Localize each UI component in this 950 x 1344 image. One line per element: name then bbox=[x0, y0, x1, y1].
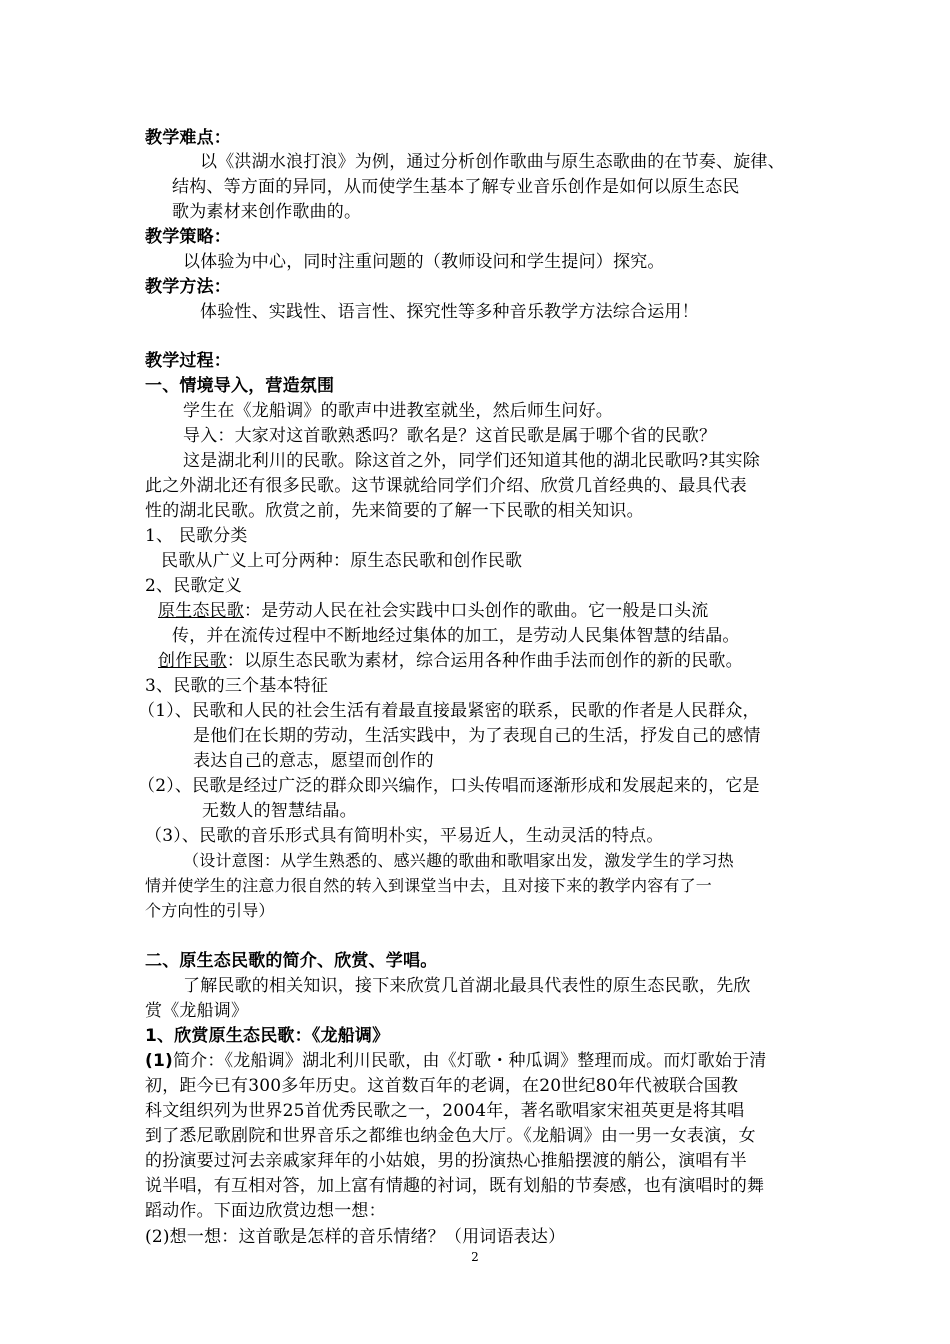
section-heading: 一、情境导入，营造氛围 bbox=[145, 376, 335, 396]
paragraph-line: 此之外湖北还有很多民歌。这节课就给同学们介绍、欣赏几首经典的、最具代表 bbox=[145, 476, 747, 496]
item-number: (1) bbox=[145, 1051, 173, 1071]
paragraph-text: 简介：《龙船调》湖北利川民歌，由《灯歌・种瓜调》整理而成。而灯歌始于清 bbox=[172, 1051, 767, 1071]
paragraph-line: (2)想一想：这首歌是怎样的音乐情绪？（用词语表达） bbox=[145, 1227, 566, 1247]
paragraph-line: 结构、等方面的异同，从而使学生基本了解专业音乐创作是如何以原生态民 bbox=[172, 177, 740, 197]
paragraph-line: 性的湖北民歌。欣赏之前，先来简要的了解一下民歌的相关知识。 bbox=[145, 501, 644, 521]
paragraph-line: 无数人的智慧结晶。 bbox=[202, 801, 357, 821]
term-original-folk-song: 原生态民歌 bbox=[158, 601, 244, 621]
paragraph-line: 体验性、实践性、语言性、探究性等多种音乐教学方法综合运用！ bbox=[200, 302, 699, 322]
design-intent-line: 情并使学生的注意力很自然的转入到课堂当中去，且对接下来的教学内容有了一 bbox=[145, 876, 713, 895]
paragraph-line: 传，并在流传过程中不断地经过集体的加工，是劳动人民集体智慧的结晶。 bbox=[172, 626, 740, 646]
section-heading: 二、原生态民歌的简介、欣赏、学唱。 bbox=[145, 951, 438, 971]
paragraph-line: 到了悉尼歌剧院和世界音乐之都维也纳金色大厅。《龙船调》由一男一女表演，女 bbox=[145, 1126, 756, 1146]
paragraph-line: 表达自己的意志，愿望而创作的 bbox=[193, 751, 434, 771]
paragraph-line: 歌为素材来创作歌曲的。 bbox=[172, 202, 362, 222]
definition-line bbox=[158, 599, 708, 623]
list-heading: 1、 民歌分类 bbox=[145, 526, 248, 546]
paragraph-line: 的扮演要过河去亲戚家拜年的小姑娘，男的扮演热心推船摆渡的艄公，演唱有半 bbox=[145, 1151, 747, 1171]
paragraph-line: 以《洪湖水浪打浪》为例，通过分析创作歌曲与原生态歌曲的在节奏、旋律、 bbox=[200, 152, 785, 172]
paragraph-line: 说半唱，有互相对答，加上富有情趣的衬词，既有划船的节奏感，也有演唱时的舞 bbox=[145, 1176, 765, 1196]
design-intent-line: 个方向性的引导） bbox=[145, 901, 275, 920]
paragraph-line: 蹈动作。下面边欣赏边想一想： bbox=[145, 1201, 386, 1221]
paragraph-line: （2）、民歌是经过广泛的群众即兴编作，口头传唱而逐渐形成和发展起来的，它是 bbox=[138, 776, 760, 796]
design-intent-line: （设计意图：从学生熟悉的、感兴趣的歌曲和歌唱家出发，激发学生的学习热 bbox=[183, 851, 734, 870]
section-heading: 教学过程： bbox=[145, 351, 231, 371]
paragraph-line: 学生在《龙船调》的歌声中进教室就坐，然后师生问好。 bbox=[183, 401, 613, 421]
section-heading: 教学难点： bbox=[145, 128, 231, 148]
paragraph-line: （1）、民歌和人民的社会生活有着最直接最紧密的联系，民歌的作者是人民群众， bbox=[138, 701, 760, 721]
paragraph-line: 民歌从广义上可分两种：原生态民歌和创作民歌 bbox=[161, 551, 523, 571]
section-heading: 教学方法： bbox=[145, 277, 231, 297]
paragraph-line: 科文组织列为世界25首优秀民歌之一，2004年，著名歌唱家宋祖英更是将其唱 bbox=[145, 1101, 745, 1121]
paragraph-line: 初，距今已有300多年历史。这首数百年的老调，在20世纪80年代被联合国教 bbox=[145, 1076, 739, 1096]
page-number: 2 bbox=[471, 1250, 479, 1264]
subsection-heading: 1、欣赏原生态民歌：《龙船调》 bbox=[145, 1026, 390, 1046]
paragraph-line: 了解民歌的相关知识，接下来欣赏几首湖北最具代表性的原生态民歌，先欣 bbox=[183, 976, 751, 996]
definition-text: ：以原生态民歌为素材，综合运用各种作曲手法而创作的新的民歌。 bbox=[226, 651, 743, 671]
paragraph-line: 导入：大家对这首歌熟悉吗？歌名是？这首民歌是属于哪个省的民歌？ bbox=[183, 426, 717, 446]
list-heading: 2、民歌定义 bbox=[145, 576, 243, 596]
list-heading: 3、民歌的三个基本特征 bbox=[145, 676, 329, 696]
paragraph-line: 以体验为中心，同时注重问题的（教师设问和学生提问）探究。 bbox=[183, 252, 665, 272]
term-composed-folk-song: 创作民歌 bbox=[158, 651, 227, 671]
paragraph-line: （3）、民歌的音乐形式具有简明朴实，平易近人，生动灵活的特点。 bbox=[145, 826, 664, 846]
paragraph-line: 赏《龙船调》 bbox=[145, 1001, 249, 1021]
definition-text: ：是劳动人民在社会实践中口头创作的歌曲。它一般是口头流 bbox=[244, 601, 709, 621]
paragraph-line: 是他们在长期的劳动，生活实践中，为了表现自己的生活，抒发自己的感情 bbox=[193, 726, 761, 746]
definition-line bbox=[158, 649, 743, 673]
paragraph-line bbox=[145, 1049, 766, 1073]
paragraph-line: 这是湖北利川的民歌。除这首之外，同学们还知道其他的湖北民歌吗?其实除 bbox=[183, 451, 760, 471]
section-heading: 教学策略： bbox=[145, 227, 231, 247]
